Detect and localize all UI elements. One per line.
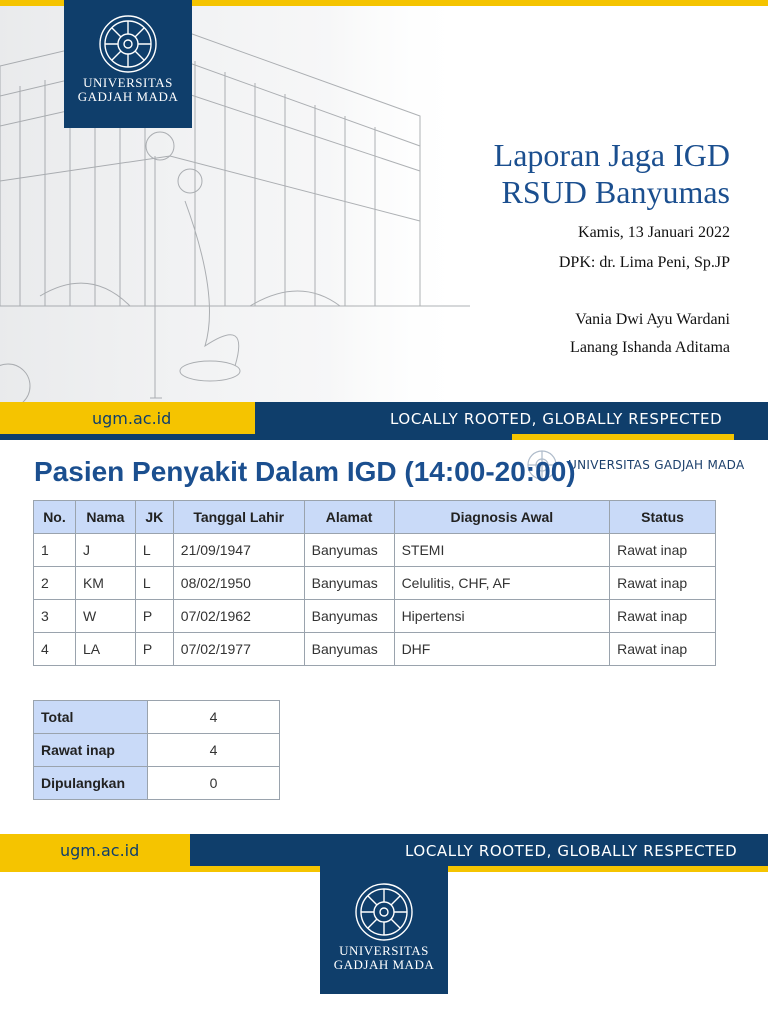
title-line-2: RSUD Banyumas xyxy=(501,174,730,210)
patient-table xyxy=(33,500,716,666)
col-header-jk: JK xyxy=(135,501,173,534)
summary-table xyxy=(33,700,280,800)
cell-no: 3 xyxy=(34,600,76,633)
cell-tanggal-lahir: 07/02/1977 xyxy=(173,633,304,666)
logo-text-line-1: UNIVERSITAS xyxy=(339,943,429,958)
footer-tagline: LOCALLY ROOTED, GLOBALLY RESPECTED xyxy=(390,410,723,428)
cell-alamat: Banyumas xyxy=(304,633,394,666)
col-header-status: Status xyxy=(610,501,716,534)
col-header-diagnosis: Diagnosis Awal xyxy=(394,501,610,534)
summary-label-total: Total xyxy=(34,701,148,734)
cell-status: Rawat inap xyxy=(610,633,716,666)
cell-tanggal-lahir: 08/02/1950 xyxy=(173,567,304,600)
cell-alamat: Banyumas xyxy=(304,534,394,567)
col-header-tanggal-lahir: Tanggal Lahir xyxy=(173,501,304,534)
cell-nama: LA xyxy=(75,633,135,666)
summary-row xyxy=(34,701,280,734)
summary-label-rawat-inap: Rawat inap xyxy=(34,734,148,767)
cell-jk: P xyxy=(135,633,173,666)
cell-no: 2 xyxy=(34,567,76,600)
footer-url[interactable]: ugm.ac.id xyxy=(92,409,172,428)
cell-nama: KM xyxy=(75,567,135,600)
summary-label-dipulangkan: Dipulangkan xyxy=(34,767,148,800)
table-row xyxy=(34,534,716,567)
title-slide xyxy=(0,0,768,440)
ugm-emblem-icon xyxy=(352,880,416,944)
summary-value-dipulangkan: 0 xyxy=(148,767,280,800)
cell-status: Rawat inap xyxy=(610,534,716,567)
footer-band xyxy=(0,402,768,440)
summary-value-rawat-inap: 4 xyxy=(148,734,280,767)
cell-diagnosis: Celulitis, CHF, AF xyxy=(394,567,610,600)
title-line-1: Laporan Jaga IGD xyxy=(493,137,730,173)
cell-nama: W xyxy=(75,600,135,633)
slide-title: Pasien Penyakit Dalam IGD (14:00-20:00) xyxy=(34,456,576,487)
author-2: Lanang Ishanda Aditama xyxy=(570,339,730,356)
author-1: Vania Dwi Ayu Wardani xyxy=(575,311,730,328)
table-header-row xyxy=(34,501,716,534)
page-title xyxy=(494,137,730,211)
report-date: Kamis, 13 Januari 2022 xyxy=(578,224,730,241)
cell-diagnosis: Hipertensi xyxy=(394,600,610,633)
col-header-no: No. xyxy=(34,501,76,534)
ugm-emblem-icon xyxy=(96,12,160,76)
cell-diagnosis: STEMI xyxy=(394,534,610,567)
footer-tagline-2: LOCALLY ROOTED, GLOBALLY RESPECTED xyxy=(405,842,738,860)
footer-url-2[interactable]: ugm.ac.id xyxy=(60,841,140,860)
cell-no: 1 xyxy=(34,534,76,567)
table-row xyxy=(34,600,716,633)
supervisor-dpk: DPK: dr. Lima Peni, Sp.JP xyxy=(558,254,730,271)
cell-alamat: Banyumas xyxy=(304,567,394,600)
cell-status: Rawat inap xyxy=(610,567,716,600)
summary-row xyxy=(34,734,280,767)
ugm-logo-bottom xyxy=(320,866,448,994)
cell-alamat: Banyumas xyxy=(304,600,394,633)
col-header-nama: Nama xyxy=(75,501,135,534)
ugm-logo xyxy=(64,0,192,128)
cell-diagnosis: DHF xyxy=(394,633,610,666)
cell-jk: L xyxy=(135,567,173,600)
summary-value-total: 4 xyxy=(148,701,280,734)
col-header-alamat: Alamat xyxy=(304,501,394,534)
table-row xyxy=(34,567,716,600)
cell-tanggal-lahir: 07/02/1962 xyxy=(173,600,304,633)
logo-text-line-1: UNIVERSITAS xyxy=(83,75,173,90)
cell-tanggal-lahir: 21/09/1947 xyxy=(173,534,304,567)
logo-text-line-2: GADJAH MADA xyxy=(333,957,435,972)
logo-text-line-2: GADJAH MADA xyxy=(77,89,179,104)
watermark-text: UNIVERSITAS GADJAH MADA xyxy=(568,458,745,472)
cell-no: 4 xyxy=(34,633,76,666)
cell-jk: P xyxy=(135,600,173,633)
cell-nama: J xyxy=(75,534,135,567)
summary-row xyxy=(34,767,280,800)
cell-status: Rawat inap xyxy=(610,600,716,633)
cell-jk: L xyxy=(135,534,173,567)
table-row xyxy=(34,633,716,666)
